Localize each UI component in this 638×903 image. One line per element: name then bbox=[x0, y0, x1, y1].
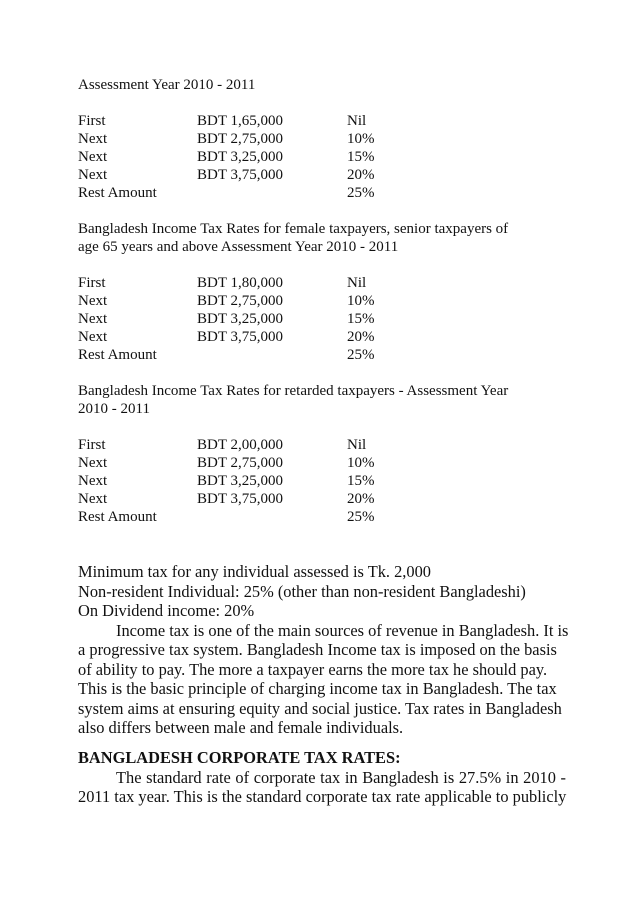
table-row bbox=[78, 130, 566, 148]
bracket-label: Rest Amount bbox=[78, 347, 157, 363]
table-row bbox=[78, 508, 566, 526]
bracket-label: Next bbox=[78, 329, 108, 345]
table-row bbox=[78, 454, 566, 472]
corporate-line: 2011 tax year. This is the standard corporate tax rate applicable to publicly bbox=[78, 787, 567, 806]
bracket-amount: BDT 3,25,000 bbox=[197, 473, 283, 489]
table-row bbox=[78, 166, 566, 184]
bracket-amount bbox=[197, 508, 347, 526]
section2-rate-table bbox=[78, 274, 566, 364]
bracket-amount bbox=[197, 184, 347, 202]
bracket-amount: BDT 3,25,000 bbox=[197, 149, 283, 165]
bracket-rate: 25% bbox=[347, 185, 375, 201]
table-row bbox=[78, 490, 566, 508]
bracket-label: First bbox=[78, 437, 106, 453]
bracket-label: Next bbox=[78, 455, 108, 471]
paragraph-line: also differs between male and female individuals. bbox=[78, 718, 404, 737]
table-row bbox=[78, 436, 566, 454]
bracket-label: Next bbox=[78, 131, 108, 147]
corporate-tax-heading: BANGLADESH CORPORATE TAX RATES: bbox=[78, 747, 401, 767]
bracket-rate: 10% bbox=[347, 293, 375, 309]
table-row bbox=[78, 346, 566, 364]
bracket-amount: BDT 3,75,000 bbox=[197, 491, 283, 507]
bracket-rate: 20% bbox=[347, 167, 375, 183]
table-row bbox=[78, 292, 566, 310]
bracket-rate: 15% bbox=[347, 473, 375, 489]
bracket-label: Next bbox=[78, 491, 108, 507]
bracket-label: Next bbox=[78, 473, 108, 489]
dividend-note: On Dividend income: 20% bbox=[78, 601, 255, 620]
section3-title-line1: Bangladesh Income Tax Rates for retarded taxpayers - Assessment Year bbox=[78, 383, 509, 399]
bracket-label: Next bbox=[78, 311, 108, 327]
bracket-amount: BDT 1,80,000 bbox=[197, 275, 283, 291]
paragraph-line: a progressive tax system. Bangladesh Income tax is imposed on the basis bbox=[78, 640, 557, 659]
bracket-amount: BDT 1,65,000 bbox=[197, 113, 283, 129]
bracket-rate: 25% bbox=[347, 347, 375, 363]
paragraph-line: This is the basic principle of charging income tax in Bangladesh. The tax bbox=[78, 679, 557, 698]
bracket-rate: Nil bbox=[347, 113, 367, 129]
bracket-label: Next bbox=[78, 149, 108, 165]
bracket-label: Rest Amount bbox=[78, 509, 157, 525]
bracket-rate: 15% bbox=[347, 311, 375, 327]
bracket-amount: BDT 3,25,000 bbox=[197, 311, 283, 327]
bracket-rate: 15% bbox=[347, 149, 375, 165]
bracket-rate: 25% bbox=[347, 509, 375, 525]
bracket-label: First bbox=[78, 113, 106, 129]
bracket-amount: BDT 2,00,000 bbox=[197, 437, 283, 453]
paragraph-line: Income tax is one of the main sources of revenue in Bangladesh. It is bbox=[116, 620, 569, 640]
bracket-label: Rest Amount bbox=[78, 185, 157, 201]
bracket-amount bbox=[197, 346, 347, 364]
table-row bbox=[78, 184, 566, 202]
bracket-rate: 20% bbox=[347, 491, 375, 507]
bracket-rate: Nil bbox=[347, 437, 367, 453]
paragraph-line: of ability to pay. The more a taxpayer earns the more tax he should pay. bbox=[78, 659, 548, 679]
section3-rate-table bbox=[78, 436, 566, 526]
bracket-amount: BDT 2,75,000 bbox=[197, 455, 283, 471]
bracket-amount: BDT 2,75,000 bbox=[197, 131, 283, 147]
bracket-rate: Nil bbox=[347, 275, 367, 291]
non-resident-note: Non-resident Individual: 25% (other than non-resident Bangladeshi) bbox=[78, 581, 526, 601]
corporate-line: The standard rate of corporate tax in Bangladesh is 27.5% in 2010 - bbox=[116, 767, 566, 787]
document-page bbox=[78, 76, 569, 807]
section2-title-line1: Bangladesh Income Tax Rates for female taxpayers, senior taxpayers of bbox=[78, 221, 509, 237]
table-row bbox=[78, 328, 566, 346]
minimum-tax-note: Minimum tax for any individual assessed is Tk. 2,000 bbox=[78, 562, 431, 581]
bracket-amount: BDT 3,75,000 bbox=[197, 167, 283, 183]
table-row bbox=[78, 274, 566, 292]
section2-title-line2: age 65 years and above Assessment Year 2010 - 2011 bbox=[78, 239, 399, 255]
table-row bbox=[78, 310, 566, 328]
section1-title: Assessment Year 2010 - 2011 bbox=[78, 77, 256, 93]
bracket-label: First bbox=[78, 275, 106, 291]
bracket-amount: BDT 2,75,000 bbox=[197, 293, 283, 309]
section3-title-line2: 2010 - 2011 bbox=[78, 401, 150, 417]
bracket-label: Next bbox=[78, 167, 108, 183]
bracket-rate: 10% bbox=[347, 455, 375, 471]
table-row bbox=[78, 148, 566, 166]
bracket-label: Next bbox=[78, 293, 108, 309]
income-tax-paragraph bbox=[78, 620, 569, 738]
paragraph-line: system aims at ensuring equity and social justice. Tax rates in Bangladesh bbox=[78, 698, 562, 718]
bracket-rate: 10% bbox=[347, 131, 375, 147]
section1-rate-table bbox=[78, 112, 566, 202]
table-row bbox=[78, 112, 566, 130]
bracket-rate: 20% bbox=[347, 329, 375, 345]
bracket-amount: BDT 3,75,000 bbox=[197, 329, 283, 345]
table-row bbox=[78, 472, 566, 490]
